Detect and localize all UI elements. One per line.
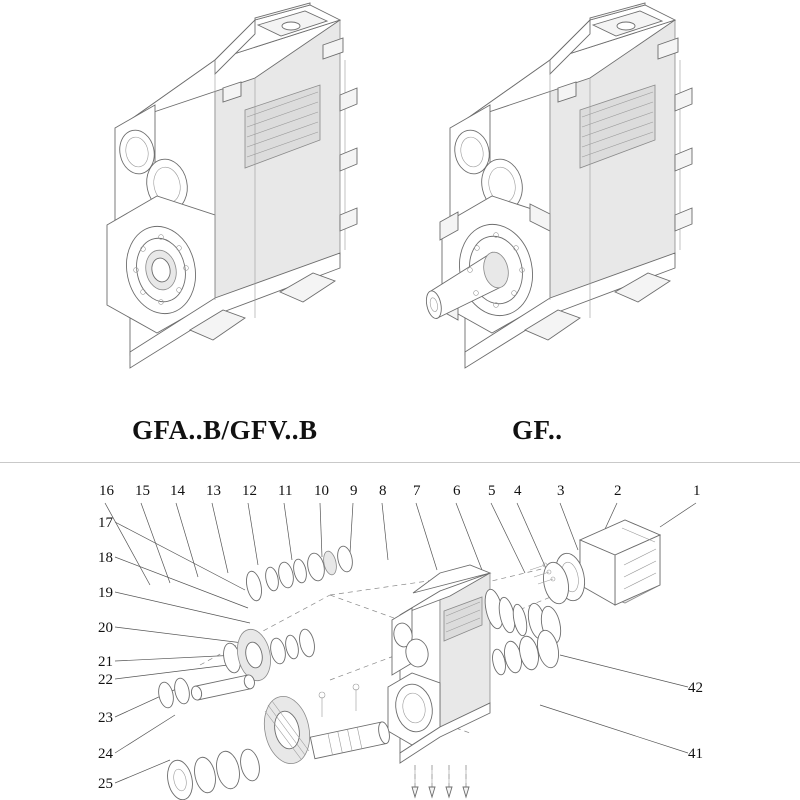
callout-8: 8 [379,483,387,499]
exploded-parts-diagram [0,465,800,800]
callout-17: 17 [98,515,113,531]
callout-9: 9 [350,483,358,499]
callout-3: 3 [557,483,565,499]
callout-25: 25 [98,776,113,792]
callout-41: 41 [688,746,703,762]
callout-14: 14 [170,483,185,499]
callout-19: 19 [98,585,113,601]
callout-18: 18 [98,550,113,566]
callout-6: 6 [453,483,461,499]
callout-15: 15 [135,483,150,499]
callout-numbers-left [98,515,114,792]
callout-numbers-top [99,483,701,499]
callout-23: 23 [98,710,113,726]
assembly-drawing-gfab-gfvb [95,0,385,400]
callout-2: 2 [614,483,622,499]
section-divider [0,462,800,463]
callout-22: 22 [98,672,113,688]
callout-7: 7 [413,483,421,499]
callout-1: 1 [693,483,701,499]
callout-11: 11 [278,483,293,499]
callout-5: 5 [488,483,496,499]
callout-4: 4 [514,483,522,499]
callout-numbers-right [688,680,703,762]
callout-24: 24 [98,746,113,762]
callout-20: 20 [98,620,113,636]
callout-42: 42 [688,680,703,696]
caption-gfab-gfvb: GFA..B/GFV..B [132,415,318,445]
callout-21: 21 [98,654,113,670]
callout-13: 13 [206,483,221,499]
callout-12: 12 [242,483,257,499]
assembly-drawing-gf [410,0,710,400]
callout-16: 16 [99,483,114,499]
caption-gf: GF.. [512,415,563,445]
callout-10: 10 [314,483,329,499]
